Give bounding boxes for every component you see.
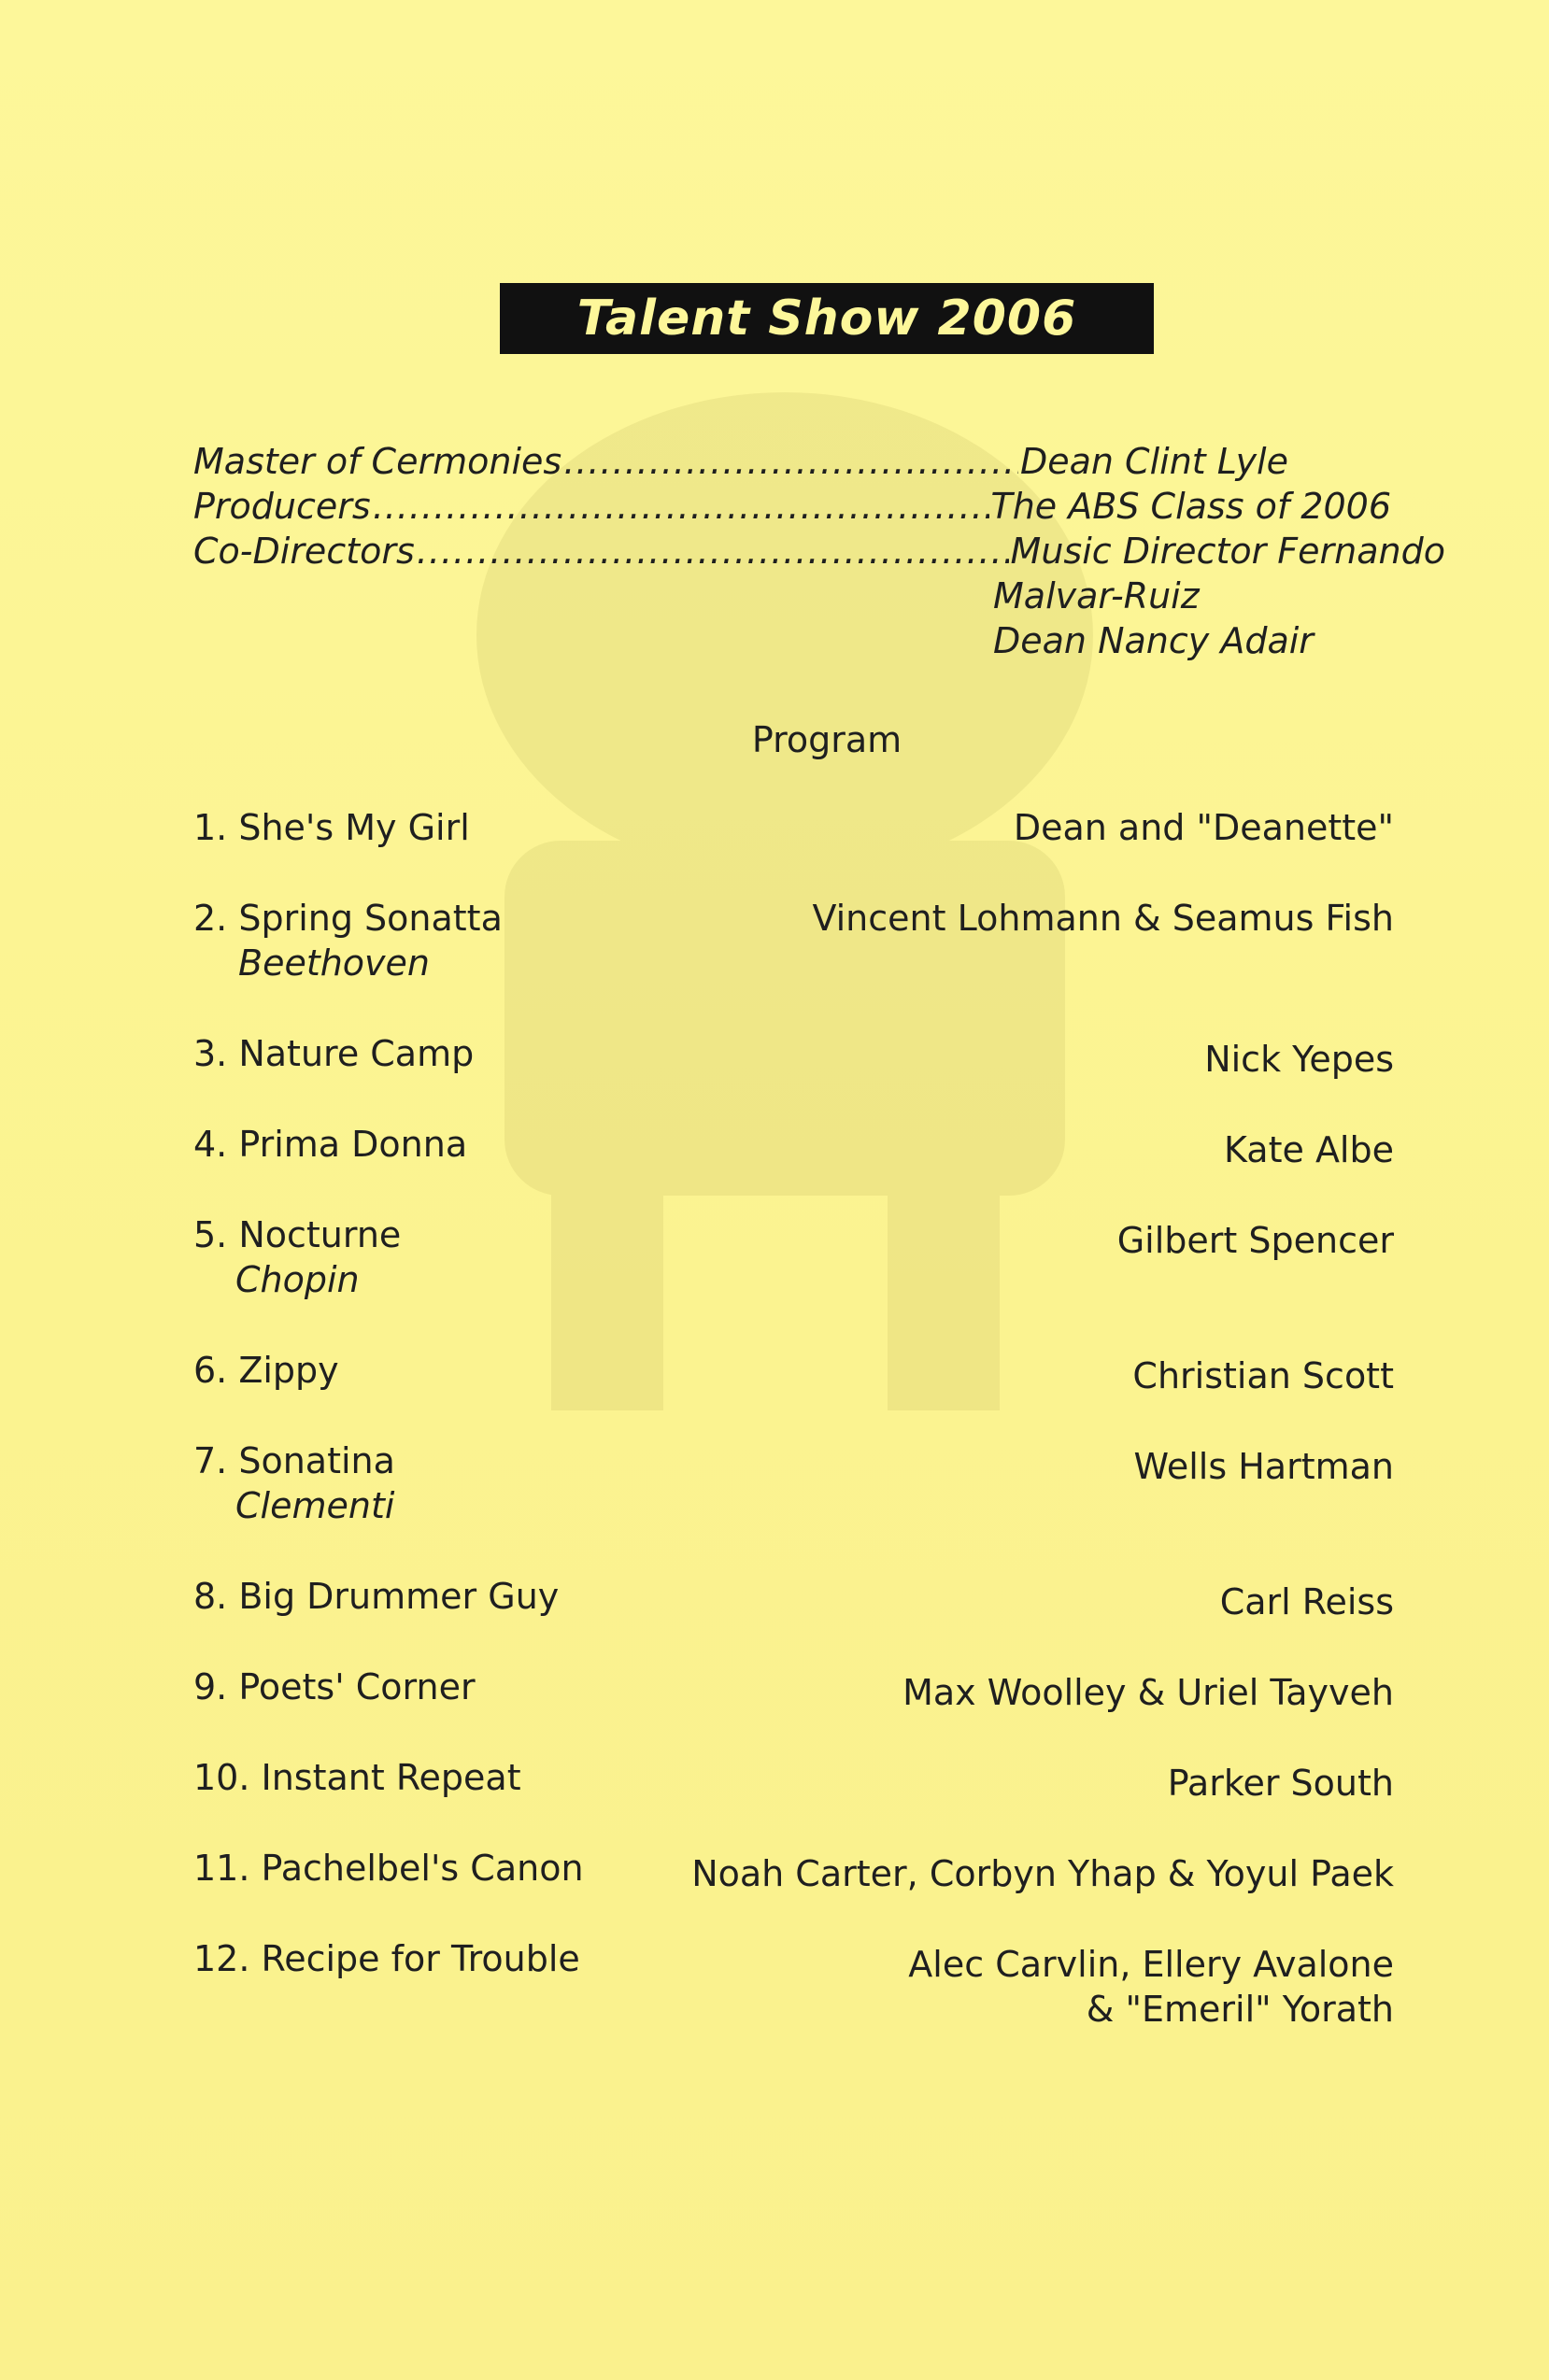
credit-row-master-of-ceremonies bbox=[193, 439, 1288, 484]
program-item-title: 12. Recipe for Trouble bbox=[193, 1938, 580, 1979]
program-item bbox=[193, 805, 1394, 896]
credit-row-producers bbox=[193, 484, 1391, 529]
program-item-composer: Clementi bbox=[235, 1485, 395, 1526]
page-title: Talent Show 2006 bbox=[576, 290, 1077, 347]
program-item-title: 6. Zippy bbox=[193, 1350, 339, 1391]
program-item-performer: Nick Yepes bbox=[1204, 1039, 1394, 1080]
title-banner bbox=[500, 283, 1154, 354]
program-item-performer: Noah Carter, Corbyn Yhap & Yoyul Paek bbox=[691, 1853, 1394, 1894]
program-item bbox=[193, 1936, 1394, 2072]
leader-dots bbox=[417, 529, 1009, 574]
program-item-performer: Alec Carvlin, Ellery Avalone bbox=[908, 1944, 1394, 1985]
program-item-composer: Beethoven bbox=[238, 942, 431, 984]
program-item-title: 5. Nocturne bbox=[193, 1214, 402, 1255]
program-item-title: 9. Poets' Corner bbox=[193, 1666, 476, 1707]
program-item bbox=[193, 1665, 1394, 1755]
credit-continuation: Dean Nancy Adair bbox=[993, 620, 1314, 661]
program-item bbox=[193, 896, 1394, 1031]
program-item-title: 3. Nature Camp bbox=[193, 1033, 475, 1074]
program-item bbox=[193, 1348, 1394, 1438]
program-item-performer-continued: & "Emeril" Yorath bbox=[1086, 1989, 1394, 2030]
credit-value: Dean Clint Lyle bbox=[1019, 441, 1288, 482]
credit-label: Master of Cermonies bbox=[193, 441, 562, 482]
program-item-title: 7. Sonatina bbox=[193, 1440, 395, 1481]
program-item-performer: Vincent Lohmann & Seamus Fish bbox=[812, 898, 1394, 939]
credit-label: Co-Directors bbox=[193, 531, 415, 572]
program-item-title: 8. Big Drummer Guy bbox=[193, 1576, 560, 1617]
program-item-performer: Christian Scott bbox=[1132, 1355, 1394, 1396]
credit-continuation: Malvar-Ruiz bbox=[993, 575, 1200, 616]
credit-label: Producers bbox=[193, 486, 371, 527]
program-item-performer: Carl Reiss bbox=[1219, 1581, 1394, 1622]
program-item-title: 4. Prima Donna bbox=[193, 1124, 468, 1165]
program-item-performer: Wells Hartman bbox=[1133, 1446, 1394, 1487]
program-item-title: 2. Spring Sonatta bbox=[193, 898, 503, 939]
program-item-title: 1. She's My Girl bbox=[193, 807, 470, 848]
program-item-title: 10. Instant Repeat bbox=[193, 1757, 521, 1798]
program-item-composer: Chopin bbox=[235, 1259, 360, 1300]
program-item bbox=[193, 1031, 1394, 1122]
program-item-performer: Kate Albe bbox=[1224, 1129, 1394, 1170]
program-item-title: 11. Pachelbel's Canon bbox=[193, 1848, 584, 1889]
credits-section bbox=[193, 439, 1455, 663]
program-list bbox=[193, 805, 1394, 2072]
credit-value: Music Director Fernando bbox=[1010, 531, 1445, 572]
program-item-performer: Max Woolley & Uriel Tayveh bbox=[902, 1672, 1394, 1713]
program-item-performer: Gilbert Spencer bbox=[1116, 1220, 1394, 1261]
program-heading: Program bbox=[751, 719, 902, 760]
program-item bbox=[193, 1212, 1394, 1348]
leader-dots bbox=[373, 484, 989, 529]
program-item bbox=[193, 1755, 1394, 1846]
credit-row-co-directors bbox=[193, 529, 1445, 574]
credit-value: The ABS Class of 2006 bbox=[990, 486, 1391, 527]
program-item bbox=[193, 1438, 1394, 1574]
program-item bbox=[193, 1846, 1394, 1936]
program-item-performer: Dean and "Deanette" bbox=[1013, 807, 1394, 848]
leader-dots bbox=[563, 439, 1018, 484]
program-item bbox=[193, 1574, 1394, 1665]
program-item bbox=[193, 1122, 1394, 1212]
program-item-performer: Parker South bbox=[1167, 1763, 1394, 1804]
